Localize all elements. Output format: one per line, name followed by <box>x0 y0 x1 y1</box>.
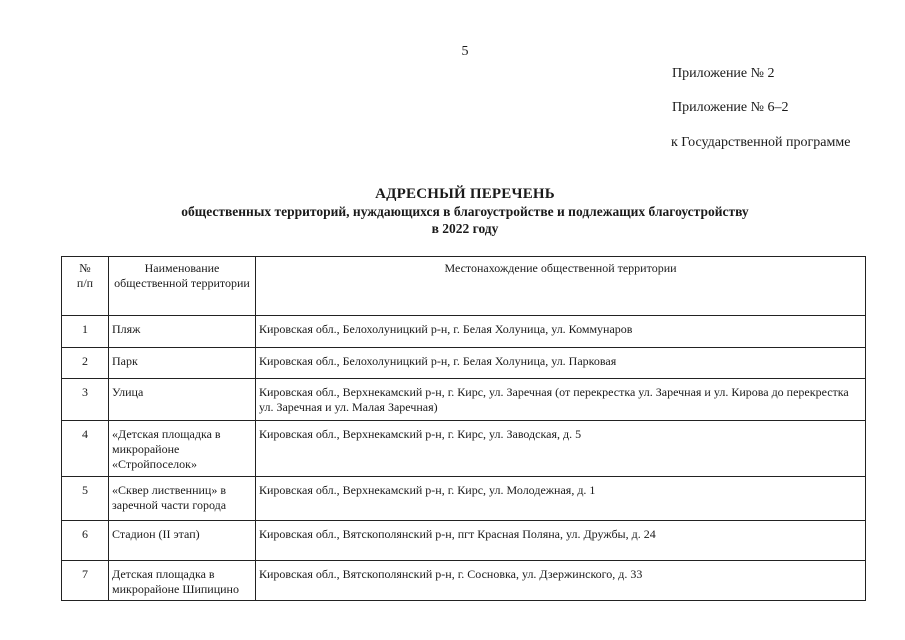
table-row <box>62 316 866 348</box>
row-name: Стадион (II этап) <box>109 521 256 561</box>
row-name: Улица <box>109 379 256 421</box>
row-num: 3 <box>62 379 109 421</box>
table-row <box>62 421 866 477</box>
row-num: 7 <box>62 561 109 601</box>
table-row <box>62 348 866 379</box>
row-num: 5 <box>62 477 109 521</box>
row-name: «Сквер лиственниц» в заречной части города <box>109 477 256 521</box>
header-num-line1: № <box>79 261 91 275</box>
row-location: Кировская обл., Белохолуницкий р-н, г. Белая Холуница, ул. Парковая <box>256 348 866 379</box>
row-location: Кировская обл., Верхнекамский р-н, г. Кирс, ул. Молодежная, д. 1 <box>256 477 866 521</box>
table-header-row <box>62 257 866 316</box>
address-table <box>61 256 866 601</box>
row-num: 6 <box>62 521 109 561</box>
row-name: Детская площадка в микрорайоне Шипицино <box>109 561 256 601</box>
title-main: АДРЕСНЫЙ ПЕРЕЧЕНЬ <box>375 186 555 202</box>
row-location: Кировская обл., Вятскополянский р-н, пгт Красная Поляна, ул. Дружбы, д. 24 <box>256 521 866 561</box>
row-name: «Детская площадка в микрорайоне «Стройпоселок» <box>109 421 256 477</box>
table-row <box>62 379 866 421</box>
table-row <box>62 561 866 601</box>
header-num-line2: п/п <box>76 276 94 290</box>
row-name: Пляж <box>109 316 256 348</box>
document-title <box>0 186 905 237</box>
title-year: в 2022 году <box>431 221 499 236</box>
appendix-subnumber: Приложение № 6–2 <box>672 100 789 115</box>
row-num: 1 <box>62 316 109 348</box>
page-number: 5 <box>461 44 469 59</box>
title-subtitle: общественных территорий, нуждающихся в благоустройстве и подлежащих благоустройству <box>181 204 749 219</box>
header-name: Наименование общественной территории <box>109 257 256 316</box>
table-row <box>62 477 866 521</box>
row-name: Парк <box>109 348 256 379</box>
row-location: Кировская обл., Белохолуницкий р-н, г. Белая Холуница, ул. Коммунаров <box>256 316 866 348</box>
row-location: Кировская обл., Верхнекамский р-н, г. Кирс, ул. Заводская, д. 5 <box>256 421 866 477</box>
row-location: Кировская обл., Верхнекамский р-н, г. Кирс, ул. Заречная (от перекрестка ул. Заречная и ул. Кирова до перекрестка ул. Заречная и ул. Малая Заречная) <box>256 379 866 421</box>
row-num: 4 <box>62 421 109 477</box>
appendix-number: Приложение № 2 <box>672 66 775 81</box>
row-num: 2 <box>62 348 109 379</box>
table-row <box>62 521 866 561</box>
appendix-program-ref: к Государственной программе <box>671 135 851 150</box>
header-location: Местонахождение общественной территории <box>256 257 866 316</box>
header-num <box>62 257 109 316</box>
row-location: Кировская обл., Вятскополянский р-н, г. Сосновка, ул. Дзержинского, д. 33 <box>256 561 866 601</box>
